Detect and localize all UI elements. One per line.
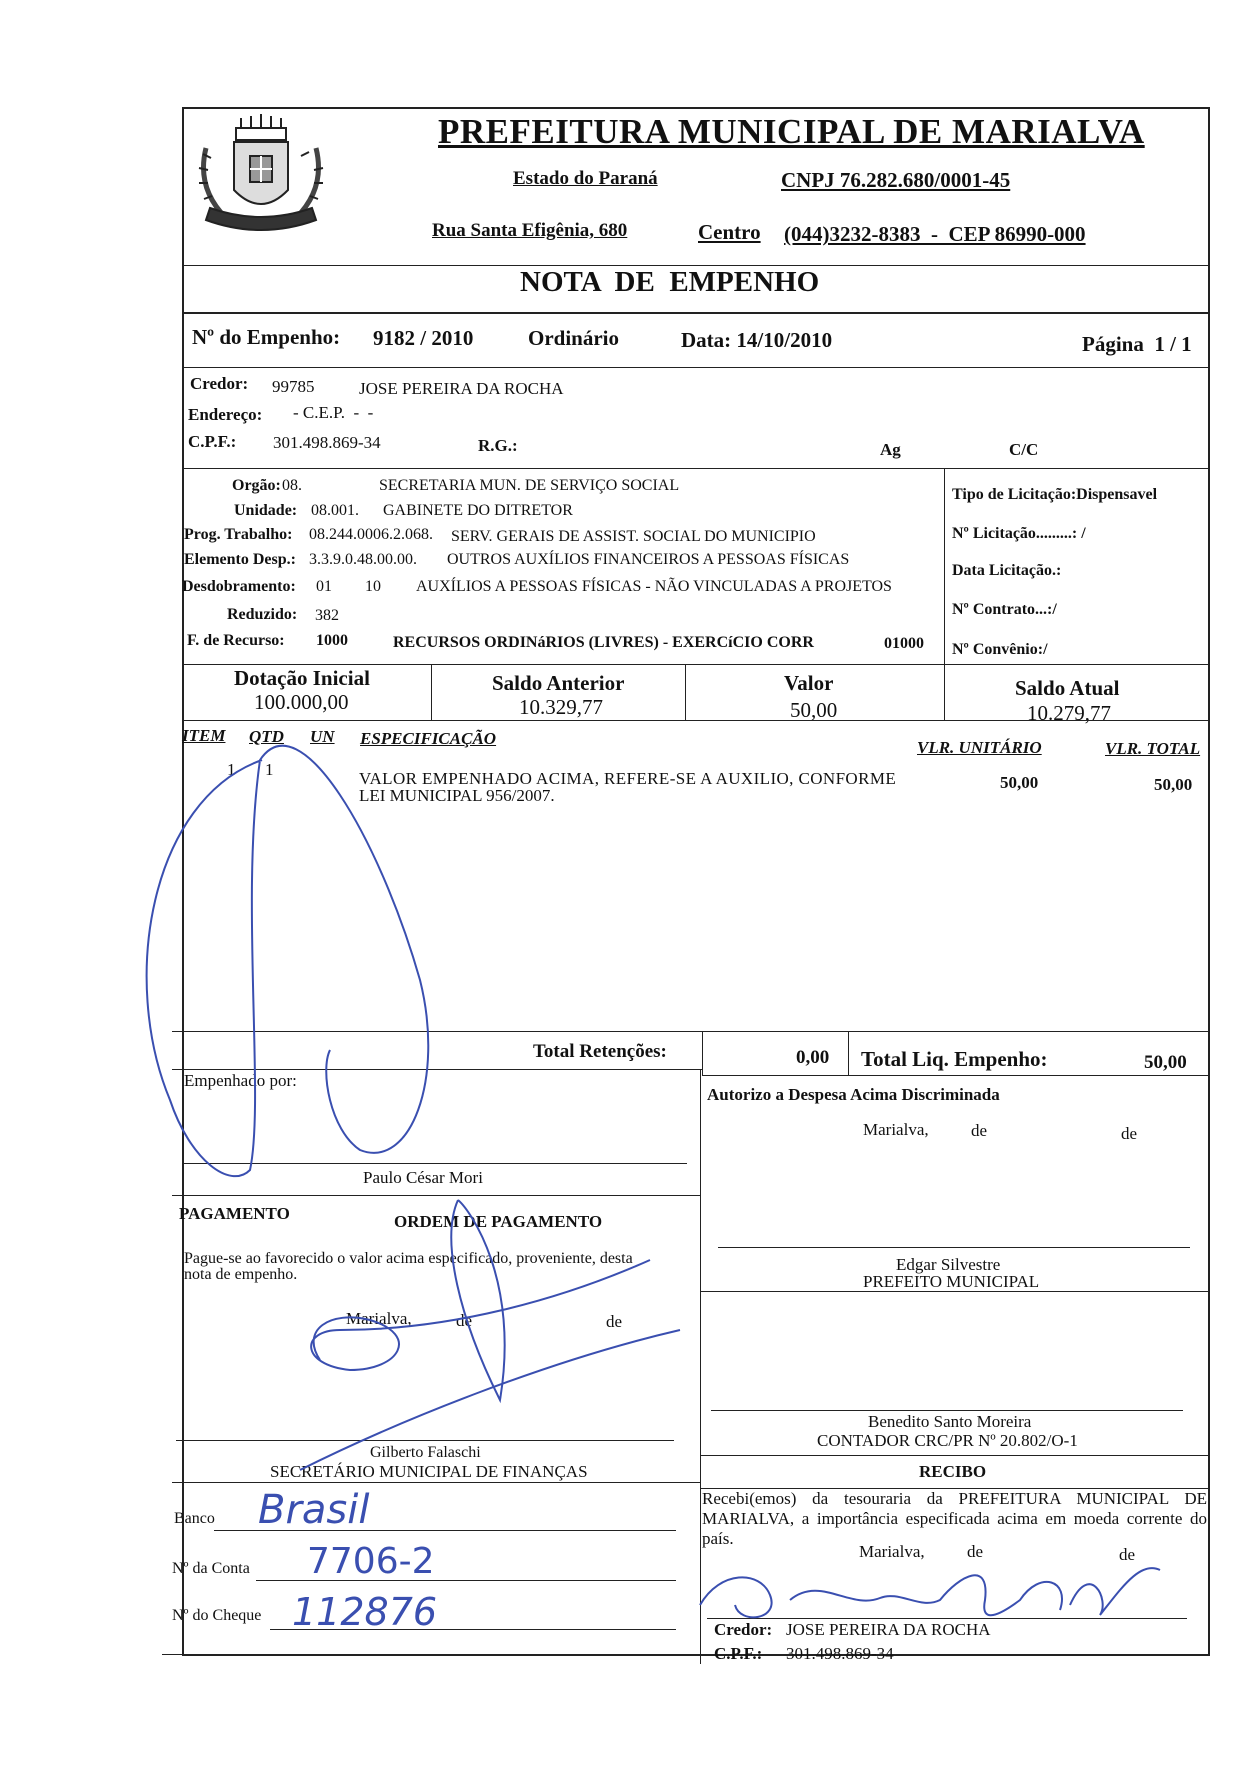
ordem-pagamento-label: ORDEM DE PAGAMENTO	[394, 1212, 603, 1231]
retencoes-label: Total Retenções:	[533, 1041, 667, 1062]
row-qtd: 1	[265, 760, 274, 779]
prefeito-signer: Edgar Silvestre	[896, 1255, 1001, 1274]
pagamento-text-1: Pague-se ao favorecido o valor acima especificado, proveniente, desta	[184, 1250, 633, 1267]
empenho-number: 9182 / 2010	[373, 326, 474, 350]
licitacao-block: Tipo de Licitação:Dispensavel Nº Licitação.........: / Data Licitação.: Nº Contrato...:/ Nº Convênio:/	[952, 486, 1158, 658]
state-label: Estado do Paraná	[513, 168, 658, 189]
document-title: NOTA DE EMPENHO	[520, 266, 820, 298]
recibo-text-2: MARIALVA, a importância especificada acima em moeda corrente do	[702, 1509, 1207, 1528]
contador-role: CONTADOR CRC/PR Nº 20.802/O-1	[817, 1431, 1078, 1450]
col-vlr-unitario: VLR. UNITÁRIO	[917, 738, 1042, 757]
address-label: Rua Santa Efigênia, 680	[432, 220, 628, 241]
liquido-value: 50,00	[1144, 1052, 1187, 1073]
dotacao-label: Dotação Inicial	[234, 666, 370, 690]
recibo-credor-label: Credor:	[714, 1620, 773, 1639]
recibo-label: RECIBO	[919, 1462, 987, 1481]
recibo-text-1: Recebi(emos) da tesouraria da PREFEITURA MUNICIPAL DE	[702, 1489, 1207, 1508]
col-vlr-total: VLR. TOTAL	[1105, 739, 1201, 758]
autorizo-de-2: de	[1121, 1124, 1138, 1143]
row-description-1: VALOR EMPENHADO ACIMA, REFERE-SE A AUXILIO, CONFORME	[359, 769, 897, 788]
retencoes-value: 0,00	[796, 1047, 830, 1068]
empenho-type: Ordinário	[528, 326, 620, 350]
coat-of-arms-icon	[186, 108, 336, 248]
endereco-value: - C.E.P. - -	[293, 403, 374, 422]
recibo-cpf-label: C.P.F.:	[714, 1644, 763, 1663]
empenhado-label: Empenhado por:	[184, 1071, 297, 1090]
recibo-place: Marialva,	[859, 1542, 925, 1561]
pagamento-de-1: de	[456, 1311, 473, 1330]
endereco-label: Endereço:	[188, 405, 263, 424]
pagamento-role: SECRETÁRIO MUNICIPAL DE FINANÇAS	[270, 1462, 588, 1481]
col-qtd: QTD	[249, 727, 284, 746]
empenho-number-label: Nº do Empenho:	[192, 325, 341, 349]
dotacao-value: 100.000,00	[254, 690, 349, 714]
empenhado-signer: Paulo César Mori	[363, 1168, 483, 1187]
rg-label: R.G.:	[478, 436, 518, 455]
empenho-date: Data: 14/10/2010	[681, 328, 833, 352]
prefeito-role: PREFEITO MUNICIPAL	[863, 1272, 1040, 1291]
cpf-label: C.P.F.:	[188, 432, 237, 451]
phone-cep-label: (044)3232-8383 - CEP 86990-000	[784, 222, 1086, 246]
col-item: ITEM	[182, 726, 226, 745]
conta-label: Nº da Conta	[172, 1560, 250, 1577]
municipality-title: PREFEITURA MUNICIPAL DE MARIALVA	[438, 112, 1145, 151]
ag-label: Ag	[880, 440, 901, 459]
credor-code: 99785	[272, 377, 315, 396]
recibo-de-1: de	[967, 1542, 984, 1561]
saldo-atual-value: 10.279,77	[1027, 701, 1111, 725]
saldo-atual-label: Saldo Atual	[1015, 676, 1120, 700]
classification-block: Orgão: 08. SECRETARIA MUN. DE SERVIÇO SOCIAL Unidade: 08.001. GABINETE DO DITRETOR Prog. Trabalho: 08.244.0006.2.068. SERV. GERAIS DE ASSIST. SOCIAL DO MUNICIPIO Elemento Desp.: 3.3.9.0.48.00.00. OUTROS AUXÍLIOS FINANCEIROS A PESSOAS FÍSICAS Desdobramento: 01 10 AUXÍLIOS A PESSOAS FÍSICAS - NÃO VINCULADAS A PROJETOS Reduzido: 382 F. de Recurso: 1000 RECURSOS ORDINáRIOS (LIVRES) - EXERCíCIO CORR 01000	[182, 477, 924, 652]
col-especificacao: ESPECIFICAÇÃO	[360, 729, 497, 748]
pagamento-text-2: nota de empenho.	[184, 1266, 298, 1283]
banco-value: Brasil	[258, 1487, 370, 1533]
conta-value: 7706-2	[307, 1541, 435, 1582]
credor-label: Credor:	[190, 374, 249, 393]
cnpj-label: CNPJ 76.282.680/0001-45	[781, 168, 1011, 192]
recibo-cpf-value: 301.498.869-34	[786, 1644, 894, 1663]
page-number: Página 1 / 1	[1082, 332, 1192, 356]
valor-value: 50,00	[790, 698, 838, 722]
credor-name: JOSE PEREIRA DA ROCHA	[359, 379, 564, 398]
autorizo-de-1: de	[971, 1121, 988, 1140]
row-unit-value: 50,00	[1000, 773, 1039, 792]
cpf-value: 301.498.869-34	[273, 433, 381, 452]
liquido-label: Total Liq. Empenho:	[861, 1047, 1048, 1071]
cheque-label: Nº do Cheque	[172, 1607, 262, 1624]
autorizo-place: Marialva,	[863, 1120, 929, 1139]
district-label: Centro	[698, 220, 761, 244]
valor-label: Valor	[784, 671, 834, 695]
recibo-de-2: de	[1119, 1545, 1136, 1564]
pagamento-label: PAGAMENTO	[179, 1204, 290, 1223]
cc-label: C/C	[1009, 440, 1039, 459]
recibo-text-3: país.	[702, 1529, 734, 1548]
banco-label: Banco	[174, 1510, 215, 1527]
autorizo-label: Autorizo a Despesa Acima Discriminada	[707, 1085, 1000, 1104]
saldo-anterior-label: Saldo Anterior	[492, 671, 625, 695]
row-description-2: LEI MUNICIPAL 956/2007.	[359, 786, 555, 805]
row-total-value: 50,00	[1154, 775, 1193, 794]
row-item: 1	[227, 760, 236, 779]
saldo-anterior-value: 10.329,77	[519, 695, 603, 719]
contador-signer: Benedito Santo Moreira	[868, 1412, 1032, 1431]
cheque-value: 112876	[292, 1590, 438, 1634]
recibo-credor-name: JOSE PEREIRA DA ROCHA	[786, 1620, 991, 1639]
pagamento-de-2: de	[606, 1312, 623, 1331]
pagamento-signer: Gilberto Falaschi	[370, 1444, 481, 1461]
pagamento-place: Marialva,	[346, 1309, 412, 1328]
col-un: UN	[310, 727, 335, 746]
